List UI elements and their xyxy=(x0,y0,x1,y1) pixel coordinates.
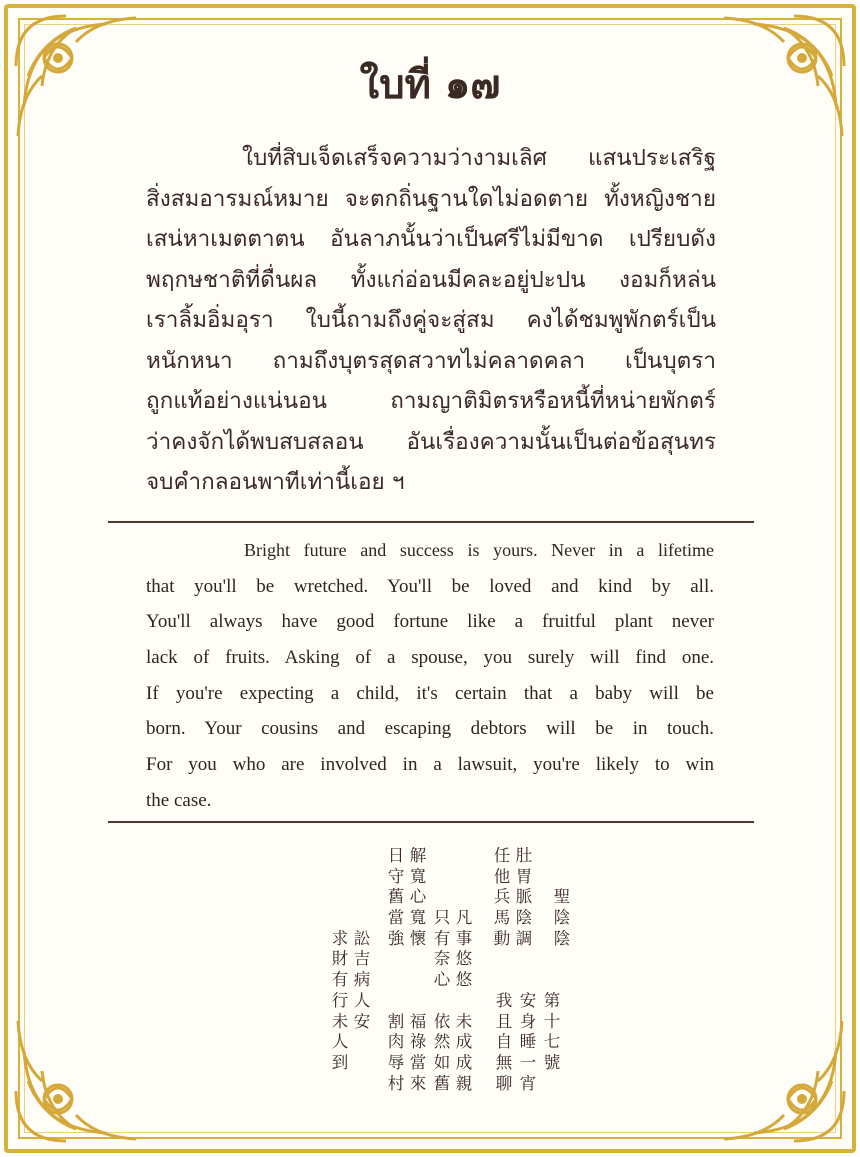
chinese-char: 來 xyxy=(409,1073,427,1093)
chinese-char: 有 xyxy=(331,970,349,990)
chinese-char: 當 xyxy=(409,1052,427,1072)
chinese-char: 舊 xyxy=(387,887,405,907)
chinese-char: 無 xyxy=(495,1052,513,1072)
thai-line: เสน่หาเมตตาตน อันลาภนั้นว่าเป็นศรีไม่มีขาด เปรียบดัง xyxy=(146,226,716,252)
chinese-char: 求 xyxy=(331,928,349,948)
chinese-char: 寬 xyxy=(409,908,427,928)
chinese-column xyxy=(552,887,572,949)
chinese-char: 未 xyxy=(455,1011,473,1031)
chinese-char: 調 xyxy=(515,928,533,948)
chinese-char: 日 xyxy=(387,846,405,865)
chinese-char: 陰 xyxy=(515,908,533,928)
chinese-char: 當 xyxy=(387,908,405,928)
chinese-char: 然 xyxy=(433,1032,451,1052)
chinese-column xyxy=(386,1012,406,1095)
chinese-char: 財 xyxy=(331,949,349,969)
chinese-char: 自 xyxy=(495,1032,513,1052)
chinese-char: 如 xyxy=(433,1052,451,1072)
chinese-char: 奈 xyxy=(433,949,451,969)
thai-line: ถูกแท้อย่างแน่นอน ถามญาติมิตรหรือหนี้ที่หน่ายพักตร์ xyxy=(146,388,716,414)
chinese-column xyxy=(454,908,474,991)
page-title: ใบที่ ๑๗ xyxy=(359,61,501,108)
chinese-char: 未 xyxy=(331,1011,349,1031)
english-line: that you'll be wretched. You'll be loved and kind by all. xyxy=(146,575,714,597)
chinese-column xyxy=(542,991,562,1074)
chinese-char: 我 xyxy=(495,990,513,1010)
chinese-char: 聊 xyxy=(495,1073,513,1093)
chinese-char: 陰 xyxy=(553,908,571,928)
chinese-char: 訟 xyxy=(353,928,371,948)
chinese-char: 行 xyxy=(331,990,349,1010)
corner-ornament-icon xyxy=(714,1011,854,1151)
chinese-char: 割 xyxy=(387,1011,405,1031)
chinese-char: 身 xyxy=(519,1011,537,1031)
chinese-char: 任 xyxy=(493,846,511,865)
thai-line: หนักหนา ถามถึงบุตรสุดสวาทไม่คลาดคลา เป็นบุตรา xyxy=(146,347,716,374)
chinese-char: 肚 xyxy=(515,846,533,865)
chinese-char: 舊 xyxy=(433,1073,451,1093)
english-line: If you're expecting a child, it's certain that a baby will be xyxy=(146,682,714,704)
corner-ornament-icon xyxy=(6,1011,146,1151)
chinese-char: 祿 xyxy=(409,1032,427,1052)
chinese-char: 事 xyxy=(455,928,473,948)
chinese-char: 守 xyxy=(387,866,405,886)
english-translation xyxy=(146,533,714,819)
chinese-column xyxy=(432,908,452,991)
chinese-char: 懷 xyxy=(409,928,427,948)
chinese-char: 病 xyxy=(353,970,371,990)
chinese-column xyxy=(408,846,428,949)
chinese-char: 七 xyxy=(543,1032,561,1052)
chinese-char: 心 xyxy=(433,970,451,990)
chinese-char: 宵 xyxy=(519,1073,537,1093)
chinese-char: 馬 xyxy=(493,908,511,928)
chinese-column xyxy=(386,846,406,949)
chinese-char: 只 xyxy=(433,908,451,928)
chinese-char: 人 xyxy=(331,1032,349,1052)
chinese-char: 陰 xyxy=(553,928,571,948)
chinese-char: 凡 xyxy=(455,908,473,928)
chinese-char: 悠 xyxy=(455,970,473,990)
english-line: You'll always have good fortune like a fruitful plant never xyxy=(146,611,714,633)
chinese-char: 吉 xyxy=(353,949,371,969)
chinese-char: 寬 xyxy=(409,866,427,886)
chinese-char: 一 xyxy=(519,1052,537,1072)
chinese-char: 依 xyxy=(433,1011,451,1031)
chinese-char: 有 xyxy=(433,928,451,948)
chinese-char: 號 xyxy=(543,1052,561,1072)
chinese-char: 親 xyxy=(455,1073,473,1093)
chinese-column xyxy=(352,929,372,1032)
chinese-char: 且 xyxy=(495,1011,513,1031)
chinese-char: 肉 xyxy=(387,1032,405,1052)
english-line: the case. xyxy=(146,789,212,811)
english-line: Bright future and success is yours. Never in a lifetime xyxy=(244,540,714,560)
chinese-char: 兵 xyxy=(493,887,511,907)
chinese-char: 安 xyxy=(519,990,537,1010)
thai-line: ว่าคงจักได้พบสบสลอน อันเรื่องความนั้นเป็นต่อข้อสุนทร xyxy=(146,428,716,455)
chinese-char: 成 xyxy=(455,1032,473,1052)
chinese-char: 脈 xyxy=(515,887,533,907)
thai-line: สิ่งสมอารมณ์หมาย จะตกถิ่นฐานใดไม่อดตาย ทั้งหญิงชาย xyxy=(146,185,716,212)
english-line: lack of fruits. Asking of a spouse, you surely will find one. xyxy=(146,647,714,669)
chinese-char: 人 xyxy=(353,990,371,1010)
chinese-column xyxy=(514,846,534,949)
chinese-char: 心 xyxy=(409,887,427,907)
chinese-column xyxy=(432,1012,452,1095)
chinese-column xyxy=(492,846,512,949)
english-line: born. Your cousins and escaping debtors will be in touch. xyxy=(146,718,714,740)
chinese-char: 他 xyxy=(493,866,511,886)
chinese-char: 福 xyxy=(409,1011,427,1031)
chinese-char: 安 xyxy=(353,1011,371,1031)
thai-line: ใบที่สิบเจ็ดเสร็จความว่างามเลิศ แสนประเสริฐ xyxy=(242,145,716,171)
chinese-column xyxy=(454,1012,474,1095)
chinese-char: 辱 xyxy=(387,1052,405,1072)
chinese-char: 十 xyxy=(543,1011,561,1031)
thai-line: จบคำกลอนพาทีเท่านี้เอย ฯ xyxy=(146,469,405,495)
chinese-poem xyxy=(330,846,570,1106)
chinese-char: 成 xyxy=(455,1052,473,1072)
chinese-column xyxy=(330,929,350,1074)
chinese-char: 聖 xyxy=(553,887,571,907)
chinese-column xyxy=(494,991,514,1094)
chinese-char: 胃 xyxy=(515,866,533,886)
divider xyxy=(108,821,754,823)
chinese-char: 第 xyxy=(543,990,561,1010)
thai-line: เราลิ้มอิ่มอุรา ใบนี้ถามถึงคู่จะสู่สม คงได้ชมพูพักตร์เป็น xyxy=(146,307,716,333)
thai-line: พฤกษชาติที่ดื่นผล ทั้งแก่อ่อนมีคละอยู่ปะปน งอมก็หล่น xyxy=(146,266,716,293)
chinese-char: 到 xyxy=(331,1052,349,1072)
english-line: For you who are involved in a lawsuit, you're likely to win xyxy=(146,754,714,776)
chinese-column xyxy=(518,991,538,1094)
chinese-column xyxy=(408,1012,428,1095)
chinese-char: 村 xyxy=(387,1073,405,1093)
divider xyxy=(108,521,754,523)
chinese-char: 睡 xyxy=(519,1032,537,1052)
chinese-char: 強 xyxy=(387,928,405,948)
chinese-char: 悠 xyxy=(455,949,473,969)
chinese-char: 動 xyxy=(493,928,511,948)
chinese-char: 解 xyxy=(409,846,427,865)
thai-verse xyxy=(146,138,716,503)
